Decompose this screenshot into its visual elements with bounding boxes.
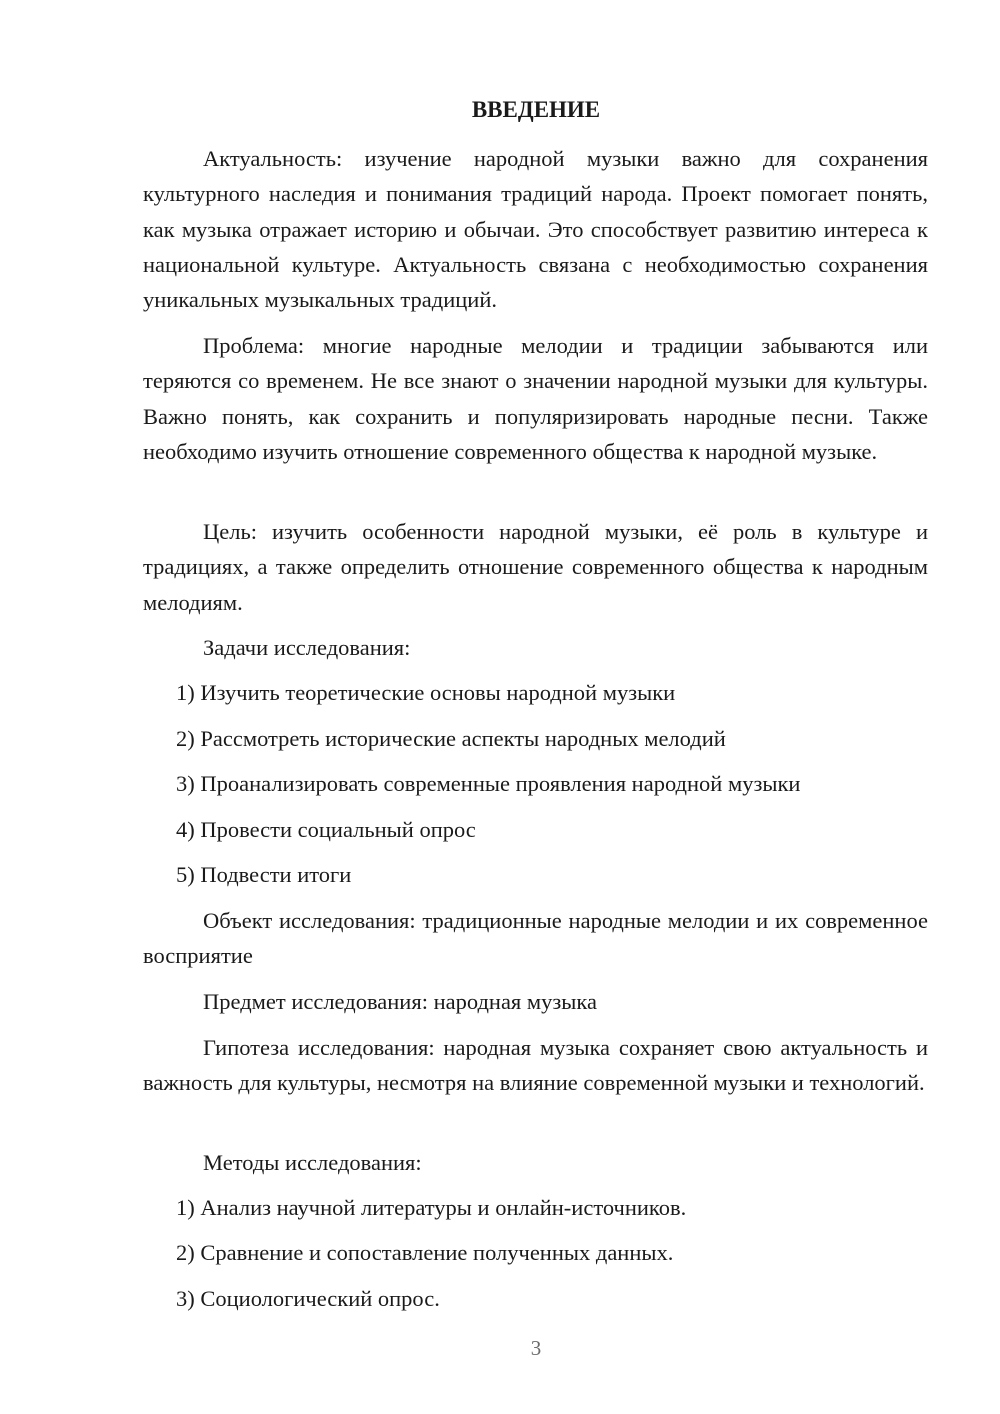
relevance-paragraph: Актуальность: изучение народной музыки важно для сохранения культурного наследия и понимания традиций народа. Проект помогает понять, как музыка отражает историю и обычаи. Это способствует развитию интереса к национальной культуре. Актуальность связана с необходимостью сохранения уникальных музыкальных традиций. xyxy=(143,146,928,313)
method-item: 2) Сравнение и сопоставление полученных данных. xyxy=(176,1240,674,1265)
task-item: 5) Подвести итоги xyxy=(176,862,352,887)
section-title: ВВЕДЕНИЕ xyxy=(471,97,601,122)
problem-paragraph: Проблема: многие народные мелодии и традиции забываются или теряются со временем. Не все знают о значении народной музыки для культуры. Важно понять, как сохранить и популяризировать народные песни. Также необходимо изучить отношение современного общества к народной музыке. xyxy=(143,333,928,464)
method-item: 1) Анализ научной литературы и онлайн-источников. xyxy=(176,1195,687,1220)
hypothesis-paragraph: Гипотеза исследования: народная музыка сохраняет свою актуальность и важность для культуры, несмотря на влияние современной музыки и технологий. xyxy=(143,1035,928,1096)
goal-paragraph: Цель: изучить особенности народной музыки, её роль в культуре и традициях, а также определить отношение современного общества к народным мелодиям. xyxy=(143,519,928,615)
task-item: 4) Провести социальный опрос xyxy=(176,817,476,842)
methods-heading: Методы исследования: xyxy=(203,1150,422,1175)
page-number: 3 xyxy=(530,1336,542,1360)
method-item: 3) Социологический опрос. xyxy=(176,1286,440,1311)
task-item: 1) Изучить теоретические основы народной музыки xyxy=(176,680,676,705)
task-item: 3) Проанализировать современные проявления народной музыки xyxy=(176,771,801,796)
task-item: 2) Рассмотреть исторические аспекты народных мелодий xyxy=(176,726,726,751)
object-paragraph: Объект исследования: традиционные народные мелодии и их современное восприятие xyxy=(143,908,928,969)
tasks-heading: Задачи исследования: xyxy=(203,635,411,660)
subject-paragraph: Предмет исследования: народная музыка xyxy=(203,989,597,1014)
